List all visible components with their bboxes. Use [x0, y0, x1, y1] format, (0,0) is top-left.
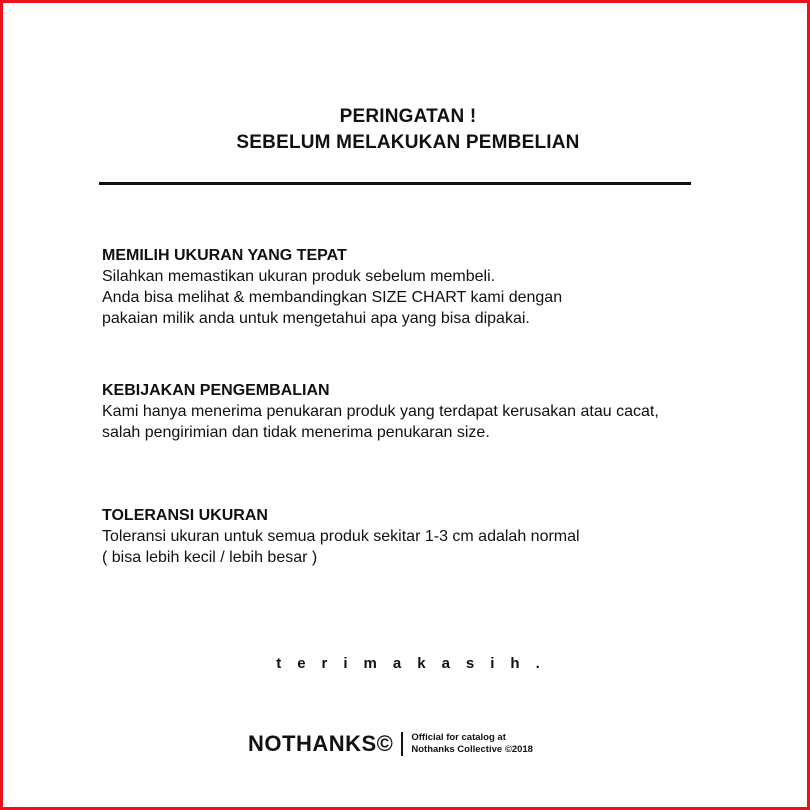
section-text-line: ( bisa lebih kecil / lebih besar ) [102, 549, 318, 566]
page-subtitle: SEBELUM MELAKUKAN PEMBELIAN [236, 132, 580, 153]
section-heading: KEBIJAKAN PENGEMBALIAN [102, 382, 330, 399]
footer-divider [401, 732, 403, 756]
title-divider [99, 182, 691, 185]
section-size-tolerance [102, 505, 762, 568]
footer [248, 731, 533, 757]
section-text-line: Silahkan memastikan ukuran produk sebelum membeli. [102, 268, 496, 285]
section-heading: TOLERANSI UKURAN [102, 507, 268, 524]
closing-thanks: terimakasih. [276, 655, 556, 672]
section-text-line: Toleransi ukuran untuk semua produk sekitar 1-3 cm adalah normal [102, 528, 580, 545]
official-line: Official for catalog at [411, 732, 506, 743]
section-text-line: Kami hanya menerima penukaran produk yang terdapat kerusakan atau cacat, [102, 403, 659, 420]
brand-logo: NOTHANKS© [248, 731, 394, 756]
official-line: Nothanks Collective ©2018 [411, 744, 533, 755]
section-return-policy [102, 380, 762, 443]
page-title-warning: PERINGATAN ! [339, 106, 477, 127]
section-heading: MEMILIH UKURAN YANG TEPAT [102, 247, 347, 264]
section-text-line: pakaian milik anda untuk mengetahui apa yang bisa dipakai. [102, 310, 530, 327]
section-size-selection [102, 245, 762, 329]
official-catalog-note [411, 732, 533, 756]
section-text-line: salah pengirimian dan tidak menerima penukaran size. [102, 424, 490, 441]
section-text-line: Anda bisa melihat & membandingkan SIZE CHART kami dengan [102, 289, 563, 306]
